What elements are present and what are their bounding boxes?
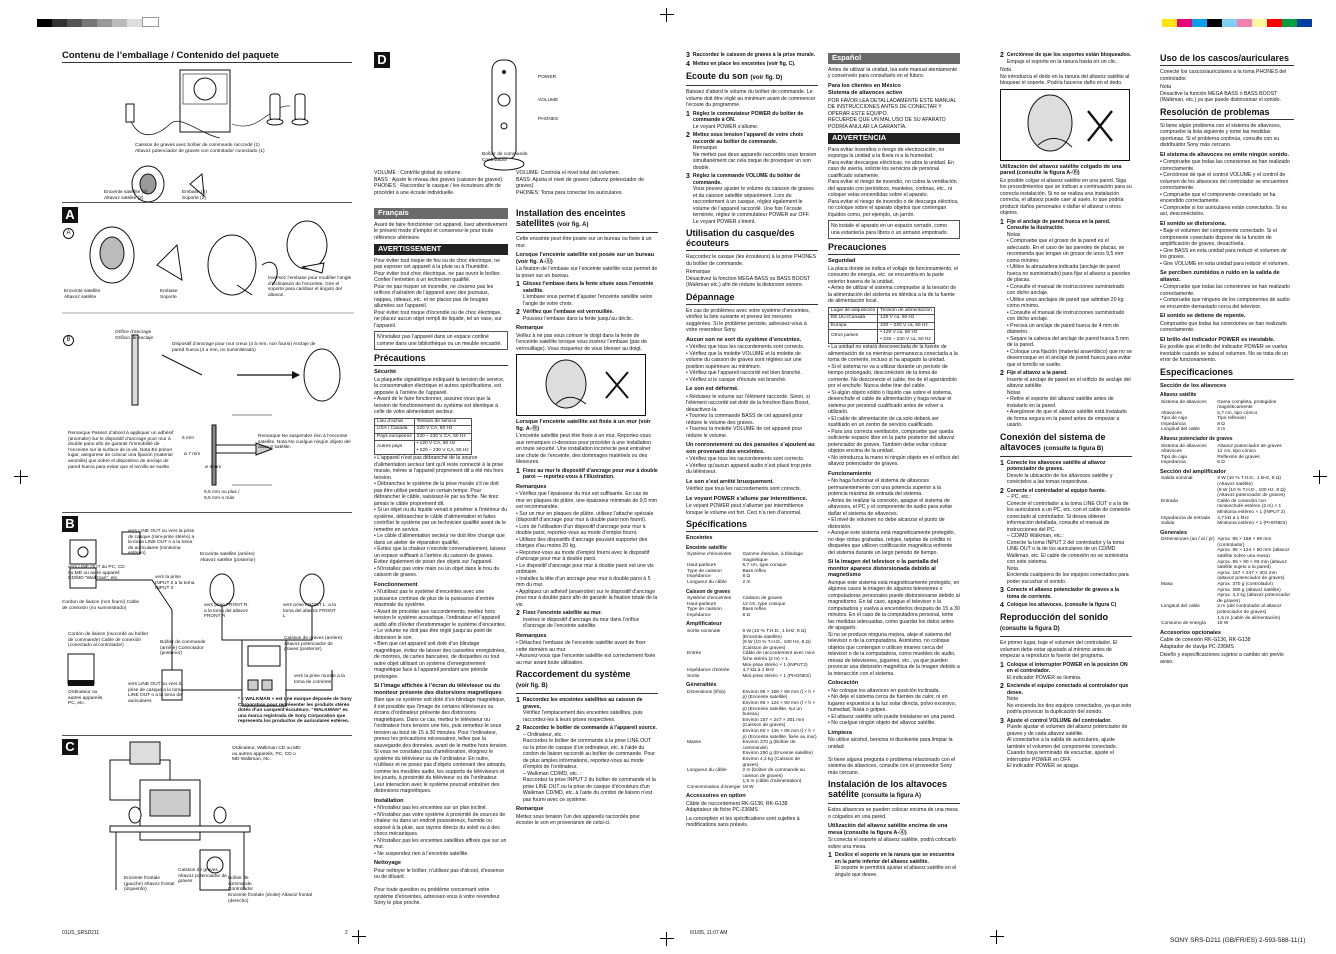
ecoute-fr-column: 3 Raccordez le caisson de graves à la prise murale. 4 Mettez en place les enceintes (voir fig. C). Ecoute du son (voir fig. D) Baissez d’abord le volume du boîtier de commande. Le volume doit être réglé au minimum avant de commencer l’écoute du programme. 1 Réglez le commutateur POWER du boîtier de commande à ON. Le voyant POWER s’allume. 2 Mettez sous tension l’appareil de votre choix raccordé au boîtier de commande. Remarque Ne mettez pas deux appareils raccordés sous tension simultanément car cela risque de provoquer un son double. 3 Réglez la commande VOLUME du boîtier de commande. Vous pouvez ajuster le volume du caisson de graves et du caisson satellite séparément. Lors du raccordement à un casque, réglez également le volume de l’appareil raccordé. Une fois l’écoute terminée, réglez le commutateur POWER sur OFF. Le voyant POWER s’éteint. Utilisation du casque/des écouteurs Raccordez le casque (les écouteurs) à la prise PHONES du boîtier de commande. Remarque Désactivez la fonction MEGA BASS ou BASS BOOST (Walkman etc.) afin de réduire la distorsion sonore. Dépannage En cas de problèmes avec votre système d’enceintes, vérifiez la liste suivante et prenez les mesures suggérées. Si le problème persiste, adressez-vous à votre revendeur Sony. Aucun son ne sort du système d’enceintes. • Vérifiez que tous les raccordements sont corrects. • Vérifiez que la molette VOLUME et la molette de volume du caisson de graves sont réglées sur une position supérieure au minimum. • Vérifiez que l’appareil raccordé est bien branché. • Vérifiez si le casque d’écoute est branché. Le son est déformé. • Réduisez le volume sur l’élément raccordé. Sinon, si l’élément raccordé est doté de la fonction Bass Boost, désactivez-la. • Tournez la commande BASS de cet appareil pour réduire le volume des graves. • Tournez la molette VOLUME de cet appareil pour réduire le volume. Un ronronnement ou des parasites s’ajoutent au son provenant des enceintes. • Vérifiez que tous les raccordements sont corrects. • Vérifiez qu’aucun appareil audio n’est placé trop près du téléviseur. Le son s’est arrêté brusquement. Vérifiez que tous les raccordements sont corrects. Le voyant POWER s’allume par intermittence. Le voyant POWER peut s’allumer par intermittence lorsque le volume est fort. Ceci n’a rien d’anormal. Spécifications Enceintes Enceinte satellite Système d’enceintes Gamme étendue, à blindage magnétique Haut-parleurs 5,7 cm, type conique Type de caisson Bass reflex Impédance 8 Ω Longueur du câble 2 m Caisson de graves Système d’enceintes Caisson de graves Haut-parleurs 12 cm, type conique Type de caisson Bass reflex Impédance 8 Ω Amplificateur Sortie nominale 9 W (10 % T.H.D., 1 kHz, 8 Ω) (Enceinte satellite) (9 W (10 % T.H.D., 100 Hz, 8 Ω) (Caisson de graves) Entrée Câble de raccordement avec mini-fiche stéréo (2 m) × 1 Mini-prise stéréo × 1 (INPUT2) Impédance d’entrée 4,7 kΩ à 1 kHz Sortie Mini-prise stéréo × 1 (PHONES) Généralités Dimensions (l/h/p) Environ 95 × 168 × 99 mm (l × h × p) (Enceinte satellite) Environ 95 × 124 × 90 mm (l × h × p) (Enceinte satellite, sur un bureau) Environ 157 × 247 × 301 mm (Caisson de graves) Environ 50 × 145 × 85 mm (l × h × p) (Enceinte satellite, fixée au mur) Masse Environ 370 g (Boîtier de commande) Environ 290 g (Enceinte satellite) Environ 4,2 kg (Caisson de graves) Longueur du câble 2 m (boîtier de commande au caisson de graves) 1,5 m (câble d’alimentation) Consommation d’énergie 18 W Accessoires en option Câble de raccordement RK-G136, RK-G138 Adaptateur de fiche PC-236MS La conception et les spécifications sont sujettes à modifications sans préavis. — [686, 52, 817, 829]
walkman-trademark-note: * « WALKMAN » est une marque déposée de Sony Corporation pour représenter les produits stéréo dotés d’un casque/d’écouteurs. “WALKMAN” es una marca registrada de Sony Corporation que representa los productos de auriculares estéreo. — [238, 697, 352, 725]
spec-value: Minitoma estéreo × 1 (PHONES) — [1217, 521, 1287, 527]
spec-value: 18 W — [742, 784, 754, 790]
registration-color-bar — [1162, 14, 1312, 22]
spec-row — [1160, 499, 1294, 516]
c-front-left-label: Enceinte frontale (gauche) Altavoz frontal (izquierdo) — [124, 876, 175, 893]
spec-value: Mini-prise stéréo × 1 (PHONES) — [742, 673, 811, 679]
spec-row — [686, 552, 818, 563]
spec-table-fr-woofer — [686, 596, 818, 618]
spec-label: Impédance d’entrée — [687, 668, 730, 674]
spec-row — [1160, 521, 1294, 527]
spec-row — [686, 768, 818, 785]
spec-label: Entrée — [687, 651, 702, 657]
spec-row — [686, 740, 818, 768]
spec-row — [1160, 582, 1294, 604]
voltage-table-fr: Lieu d’achat Tension de service USA / Canada 120 V CA, 60 Hz Pays européens 220 – 230 V CA, 50 Hz Autres pays • 120 V CA, 60 Hz • 220 – 230 V CA, 50 Hz — [374, 418, 472, 456]
spec-value: 2 m — [742, 579, 751, 585]
installation-heading: Installation — [374, 797, 404, 804]
french-column — [374, 205, 508, 925]
spec-value: Câble de raccordement avec mini-fiche stéréo (2 m) × 1 Mini-prise stéréo × 1 (INPUT2) — [742, 651, 816, 668]
figure-b-label: B — [62, 516, 78, 532]
spec-label: Haut-parleurs — [687, 563, 717, 569]
spec-table-es-amp — [1160, 476, 1294, 526]
spec-label: Tipo de caja — [1161, 454, 1187, 460]
spec-row — [1160, 400, 1294, 411]
spec-row — [686, 629, 818, 651]
spec-table-es-woofer — [1160, 444, 1294, 466]
spec-value: 4,7 kΩ a 1 kHz — [1217, 515, 1249, 521]
instalacion-heading: Instalación de los altavoces satélite (consulte la figura A) — [828, 779, 960, 804]
figure-a-label: A — [62, 207, 78, 223]
b-woofer-label: Caisson de graves (arrière) Altavoz potenciador de graves (posterior) — [284, 636, 343, 653]
b-pc-label: vers LINE OUT du PC, CD ou MD ou autre appareil CD/MD “Walkman”, etc. — [68, 565, 125, 582]
fonctionnement-heading: Fonctionnement — [374, 581, 418, 588]
fonctionnement-text: • N’utilisez pas le système d’enceintes avec une puissance continue de plus de la puissance d’entrée maximale du système. • Avant de procéder aux raccordements, mettez hors tension le système acoustique, l’ordinateur et l’appareil audio afin d’éviter d’endommager le système d’enceintes. • Le volume ne doit pas être réglé jusqu’au point de distorsion le son. • Bien que cet appareil soit doté d’un blindage magnétique, évitez de laisser des cassettes enregistrées, de montres, de cartes bancaires, de disquettes ou tout autre objet utilisant un système d’enregistrement magnétique face à l’appareil pendant une période prolongée. — [374, 589, 507, 680]
figure-c-label: C — [62, 739, 78, 755]
finger-warning-illustration-es — [1000, 89, 1130, 161]
spec-value: 18 W — [1217, 621, 1229, 627]
spec-row — [686, 674, 818, 680]
casque-heading: Utilisation du casque/des écouteurs — [686, 228, 818, 251]
spec-label: Impédance — [687, 612, 711, 618]
a-dim-5mm: 5 mm — [182, 436, 194, 441]
b-tv-label: vers LINE OUT ou vers la prise de casque (mini-prise stéréo) a la toma LINE OUT o a la toma de auriculares (minitoma estéreo) — [128, 529, 195, 557]
fr-box-note: N’installez pas l’appareil dans un espace confiné comme dans une bibliothèque ou un meuble encastré. — [374, 331, 508, 350]
footer-page: 2 — [345, 930, 348, 936]
spec-row — [686, 613, 818, 619]
spec-label: Salida — [1161, 521, 1175, 527]
spec-value: Bass reflex — [742, 607, 767, 613]
spec-row — [686, 690, 818, 740]
b-ctrl-label: Boîtier de commande (arrière) Controlador (posterior) — [160, 640, 206, 657]
spec-value: 8 Ω — [742, 574, 751, 580]
crop-mark — [660, 932, 674, 946]
pkg-caption: Caisson de graves avec boîtier de commande raccordé (1) Altavoz potenciador de graves con controlador conectado (1) — [135, 143, 265, 154]
b-pc2-label: Ordinateur ou autres appareils, PC, etc. — [68, 690, 104, 707]
d-phones-label: PHONES — [538, 117, 559, 122]
spec-label: Impedancia de entrada — [1161, 515, 1211, 521]
espanol-column-3: Uso de los cascos/auriculares Conecte los cascos/auriculares a la toma PHONES del controlador. Nota Desactive la función MEGA BASS o BASS BOOST (Walkman, etc.) ya que puede distorsionar el sonido. Resolución de problemas Si tiene algún problema con el sistema de altavoces, compruebe la lista siguiente y tome las medidas oportunas. Si el problema continúa, consulte con su distribuidor Sony más cercano. El sistema de altavoces no emite ningún sonido. • Compruebe que todas las conexiones se han realizado correctamente. • Cerciórese de que el control VOLUME y el control de volumen de los altavoces del controlador se encuentren correctamente. • Compruebe que el componente conectado se ha encendido correctamente. • Compruebe si los auriculares están conectados. Si es así, desconéctelos. El sonido se distorsiona. • Baje el volumen del componente conectado. Si el componente conectado dispone de la función de amplificación de graves, desactívela. • Gire BASS en esta unidad para reducir el volumen de los graves. • Gire VOLUME en esta unidad para reducir el volumen. Se perciben zumbidos o ruido en la salida de altavoz. • Compruebe que todas las conexiones se han realizado correctamente. • Compruebe que ninguno de los componentes de audio se encuentre demasiado cerca del televisor. El sonido se detiene de repente. Compruebe que todas las conexiones se han realizado correctamente. El brillo del indicador POWER es inestable. Es posible que el brillo del indicador POWER se vuelva inestable cuando se suba el volumen. No se trata de un error de funcionamiento. Especificaciones Sección de los altavoces Altavoz satélite Sistema de altavoces Gama completa, protegidos magnéticamente Altavoces 5,7 cm, tipo cónico Tipo de caja Tipo reflexión Impedancia 8 Ω Longitud del cable 2 m Altavoz potenciador de graves Sistema de altavoces Altavoz potenciador de graves Altavoces 12 cm, tipo cónico Tipo de caja Reflexión de graves Impedancia 8 Ω Sección del amplificador Salida nominal 9 W (10 % T.H.D., 1 kHz, 8 Ω) (Altavoz satélite) (9 W (10 % T.H.D., 100 Hz, 8 Ω) (Altavoz potenciador de graves) Entrada Cable de conexión con minienchufe estéreo (2 m) × 1 Minitoma estéreo × 1 (INPUT 2) Impedancia de entrada 4,7 kΩ a 1 kHz Salida Minitoma estéreo × 1 (PHONES) Generales Dimensiones (an / al / pr) Aprox. 95 × 168 × 99 mm (controlador) Aprox. 95 × 124 × 90 mm (altavoz satélite sobre una mesa) Aprox. 95 × 90 × 93 mm (altavoz satélite sujeto a la pared) Aprox. 157 × 247 × 301 mm (altavoz potenciador de graves) Masa Aprox. 370 g (controlador) Aprox. 290 g (altavoz satélite) Aprox. 4,2 kg (altavoz potenciador de graves) Longitud del cable 2 m (del controlador al altavoz potenciador de graves) 1,5 m (cable de alimentación) Consumo de energía 18 W Accesorios opcionales Cable de conexión RK-G136, RK-G138 Adaptador de clavija PC-236MS Diseño y especificaciones sujetos a cambio sin previo aviso. — [1160, 50, 1294, 925]
spec-table-fr-satellite — [686, 552, 818, 586]
d-power-label: POWER — [538, 75, 557, 80]
spec-label: Sortie — [687, 673, 700, 679]
b-input2-label: vers la prise INPUT 2 a la toma INPUT 2 — [155, 575, 195, 592]
spec-label: Impedancia — [1161, 421, 1186, 427]
spec-value: Environ 95 × 168 × 99 mm (l × h × p) (Enceinte satellite) Environ 95 × 124 × 90 mm (l × h × p) (Enceinte satellite, sur un bureau) Environ 157 × 247 × 301 mm (Caisson de graves) Environ 50 × 145 × 85 mm (l × h × p) (Enceinte satellite, fixée au mur) — [742, 689, 817, 740]
spec-row — [1160, 476, 1294, 498]
spec-value: 8 Ω — [1217, 421, 1225, 427]
spec-row — [686, 785, 818, 791]
spec-value: 5,7 cm, tipo cónico — [1217, 410, 1258, 416]
footer-date: 6/1/05, 11:07 AM — [690, 930, 728, 936]
b-cord-label: Cordon de liaison (non fourni) Cable de conexión (no suministrado) — [62, 600, 140, 611]
pkg-base-label: Embase (2) Soporte (2) — [182, 190, 207, 201]
fr-intro: Avant de faire fonctionner cet appareil, lisez attentivement le présent mode d’emploi et conservez-le pour toute référence ultérieure. — [374, 221, 508, 241]
a-base-label: Embase Soporte — [160, 289, 178, 300]
spec-table-es-satellite — [1160, 400, 1294, 434]
c-pc-label: Ordinateur, Walkman CD ou MD ou autres appareils, PC, CD o MD Walkman, etc. — [232, 746, 301, 763]
spec-value: 2 m (del controlador al altavoz potenciador de graves) 1,5 m (cable de alimentación) — [1217, 604, 1282, 621]
spec-value: Gama completa, protegidos magnéticamente — [1217, 399, 1277, 411]
spec-label: Consommation d’énergie — [687, 784, 741, 790]
spec-value: Environ 370 g (Boîtier de commande) Environ 290 g (Enceinte satellite) Environ 4,2 kg (Caisson de graves) — [742, 740, 813, 768]
title-underline — [62, 62, 352, 63]
spec-row — [1160, 621, 1294, 627]
a-invert-note: Inversez l’embase pour modifier l’angle d’inclinaison de l’enceinte. Gire el soporte para cambiar el ángulo del altavoz. — [268, 276, 352, 298]
reproduccion-heading: Reproducción del sonido (consulte la figura D) — [1000, 612, 1132, 637]
spec-table-fr-amp — [686, 629, 818, 679]
installation-text: • N’installez pas les enceintes sur un plan incliné. • N’installez pas votre système à proximité de sources de chaleur ou dans un endroit poussiéreux, humide ou exposé à la pluie, aux rayons directs du soleil ou à des chocs mécaniques. • N’installez pas les enceintes satellites affixés que sur un mur. • Ne suspendez rien à l’enceinte satellite. — [374, 805, 507, 857]
spec-table-fr-general — [686, 690, 818, 791]
espanol-banner: Español — [828, 53, 960, 64]
b-sat-rear-label: Enceinte satellite (arrière) Altavoz satélite (posterior) — [200, 552, 256, 563]
spec-label: Dimensions (l/h/p) — [687, 689, 726, 695]
spec-value: 2 m — [1217, 427, 1226, 433]
d-volume-label: VOLUME — [538, 98, 559, 103]
especificaciones-heading: Especificaciones — [1160, 367, 1294, 380]
spec-row — [686, 651, 818, 668]
precauciones-heading: Precauciones — [828, 242, 960, 255]
spec-value: Reflexión de graves — [1217, 454, 1260, 460]
spec-value: Caisson de graves — [742, 596, 783, 602]
spec-label: Type de caisson — [687, 568, 722, 574]
precautions-heading: Précautions — [374, 353, 508, 366]
registration-gray-bar — [37, 14, 159, 22]
resolucion-heading: Resolución de problemas — [1160, 107, 1294, 120]
spec-label: Sistema de altavoces — [1161, 443, 1207, 449]
spec-label: Altavoces — [1161, 410, 1182, 416]
spec-value: Cable de conexión con minienchufe estéreo (2 m) × 1 Minitoma estéreo × 1 (INPUT 2) — [1217, 498, 1286, 515]
image-tv-text: Bien que ce système soit doté d’un blindage magnétique, il est possible que l’image de certains téléviseurs ou écrans d’ordinateur présente des distorsions magnétiques. Dans ce cas, mettez le téléviseur ou l’ordinateur hors tension une fois, puis remettez-le sous tension au bout de 15 à 30 minutes. Pour l’ordinateur, prenez les précautions nécessaires, telles que la sauvegarde des données, avant de le mettre hors tension. Si vous ne constatez pas d’amélioration, éloignez le système du téléviseur ou de l’ordinateur. En outre, n’utilisez et ne posez pas d’objets contenant des aimants, comme les meubles audio, les supports de téléviseurs et les jouets, à proximité du téléviseur ou de l’ordinateur. Leur interaction avec le système pourrait entraîner des distorsions magnétiques. — [374, 697, 508, 794]
spec-row — [1160, 537, 1294, 582]
spec-row — [686, 580, 818, 586]
spec-value: 5,7 cm, type conique — [742, 563, 787, 569]
pkg-satellite-label: Enceinte satellite (2) Altavoz satélite (2) — [104, 190, 148, 201]
spec-label: Salida nominal — [1161, 476, 1193, 482]
spec-value: Tipo reflexión — [1217, 416, 1246, 422]
image-tv-heading: Si l’image affichée à l’écran du téléviseur ou du moniteur présente des distorsions magnétiques — [374, 683, 502, 696]
espanol-column-1: Español Antes de utilizar la unidad, lea este manual atentamente y consérvelo para consultarlo en el futuro. Para los clientes en México Sistema de altavoces activo POR FAVOR LEA DETALLADAMENTE ESTE MANUAL DE INSTRUCCIONES ANTES DE CONECTAR Y OPERAR ESTE EQUIPO. RECUERDE QUE UN MAL USO DE SU APARATO PODRÍA ANULAR LA GARANTÍA. ADVERTENCIA Para evitar incendios o riesgo de electrocución, no exponga la unidad a la lluvia ni a la humedad. Para evitar descargas eléctricas, no abra la unidad. En caso de avería, solicite los servicios de personal cualificado solamente. Para evitar el riesgo de incendio, no cubra la ventilación del aparato con periódicos, manteles, cortinas, etc., ni coloque velas encendidas sobre el aparato. Para evitar el riesgo de incendio o de descarga eléctrica, no coloque sobre el aparato objetos que contengan líquidos como, por ejemplo, un jarrón. No instale el aparato en un espacio cerrado, como una estantería para libros o un armario empotrado. Precauciones Seguridad La placa donde se indica el voltaje de funcionamiento, el consumo de energía, etc. se encuentra en la parte exterior trasera de la unidad. • Antes de utilizar el sistema compruebe si la tensión de la alimentación del sistema es idéntica a la de la fuente de alimentación local. Lugar de adquisición Tensión de alimentación EE.UU./Canadá 120 V ca, 60 Hz Europa 220 – 230 V ca, 50 Hz Otros países • 120 V ca, 60 Hz • 220 – 230 V ca, 50 Hz • La unidad no estará desconectada de la fuente de alimentación de ca mientras permanezca conectada a la toma de corriente, incluso si ha apagado la unidad. • Si el sistema no va a utilizar durante un periodo de tiempo prolongado, desconéctelo de la toma de corriente. No desconecte el cable, tire de él agarrándolo por el enchufe. Nunca debe tirar del cable. • Si algún objeto sólido o líquido cae sobre el sistema, desenchufe el cable de alimentación y haga revisar el sistema por personal cualificado antes de volver a utilizarlo. • El cable de alimentación de ca solo deberá ser sustituido en un centro de servicio cualificado. • Para una correcta ventilación, compruebe que queda suficiente espacio libre en la parte posterior del altavoz potenciador de graves. También debe evitar colocar objetos encima de la unidad. • No introduzca la mano ni ningún objeto en el orificio del altavoz potenciador de graves. Funcionamiento • No haga funcionar el sistema de altavoces permanentemente con una potencia superior a la potencia máxima de entrada del sistema. • Antes de realizar la conexión, apague el sistema de altavoces, el PC y el componente de audio para evitar dañar el sistema de altavoces. • El nivel de volumen no debe alcanzar el punto de distorsión. • Aunque este sistema está magnéticamente protegido, no deje cintas grabadas, relojes, tarjetas de crédito ni disquetes que utilicen codificación magnética enfrente del sistema durante un largo periodo de tiempo. Si la imagen del televisor o la pantalla del monitor aparece distorsionada debido al magnetismo Aunque este sistema está magnéticamente protegido, en algunos casos la imagen de algunos televisores o computadoras personales puede distorsionarse debido al magnetismo. En tal caso, apague el televisor o la computadora y vuelva a encenderlos después de 15 a 30 minutos. En el caso de la computadora personal, tome las medidas adecuadas, como guardar los datos antes de apagarlo. Si no se produce ninguna mejora, aleje el sistema del televisor o de la computadora. Asimismo, no coloque objetos que contengan o utilicen imanes cerca del televisor o de la computadora, como muebles de audio, mesas de televisores, juguetes, etc., ya que pueden provocar una distorsión magnética de la imagen debido a la interacción con el sistema. Colocación • No coloque los altavoces en posición inclinada. • No deje el sistema cerca de fuentes de calor, ni en lugares expuestos a la luz solar directa, polvo excesivo, humedad, lluvia o golpes. • El altavoz satélite sólo puede instalarse en una pared. • No cuelgue ningún objeto del altavoz satélite. Limpieza No utilice alcohol, bencina ni disolvente para limpiar la unidad. Si tiene alguna pregunta o problema relacionado con el sistema de altavoces, consulte con el proveedor Sony más cercano. Instalación de los altavoces satélite (consulte la figura A) Estos altavoces se pueden colocar encima de una mesa o colgados en una pared. Utilización del altavoz satélite encima de una mesa (consulte la figura A-Ⓐ) Si conecta el soporte al altavoz satélite, podrá colocarlo sobre una mesa. 1 Deslice el soporte en la ranura que se encuentra en la parte inferior del altavoz satélite. El soporte le permitirá ajustar el altavoz satélite en el ángulo que desee. — [828, 53, 960, 878]
b-front-l-label: vers prise FRONT L. a la toma del altavoz FRONT L — [283, 603, 336, 620]
spec-label: Consumo de energía — [1161, 621, 1206, 627]
spec-row — [1160, 460, 1294, 466]
spec-label: Dimensiones (an / al / pr) — [1161, 537, 1215, 543]
a-dim-7mm: ø 7 mm — [184, 452, 201, 457]
specifications-heading: Spécifications — [686, 519, 818, 532]
securite-text-2: • L’appareil n’est pas débranché de la source d’alimentation secteur tant qu’il reste connecté à la prise murale, même si l’appareil proprement dit a été mis hors tension. • Débranchez le système de la prise murale s’il ne doit pas être utilisé pendant un certain temps. Pour débrancher le câble, saisissez-le par sa fiche. Ne tirez jamais le câble proprement dit. • Si un objet ou du liquide venait à pénétrer à l’intérieur du système, débranchez le câble d’alimentation et faites contrôler le système par un technicien qualifié avant de le remettre en service. • Le câble d’alimentation secteur ne doit être changé que dans un atelier de réparation qualifié. • Évitez que la chaleur n’excède convenablement, laissez un espace suffisant à l’arrière du caisson de graves. Évitez également de poser des objets sur l’appareil. • N’installez pas votre main ou un objet dans le trou du caisson de graves. — [374, 455, 508, 578]
cascos-heading: Uso de los cascos/auriculares — [1160, 53, 1294, 66]
crop-mark — [990, 930, 1004, 944]
spec-label: Système d’enceintes — [687, 596, 732, 602]
spec-value: 8 Ω — [742, 612, 751, 618]
spec-label: Longitud del cable — [1161, 427, 1200, 433]
crop-mark — [1313, 470, 1327, 484]
conexion-heading: Conexión del sistema de altavoces (consulte la figura B) — [1000, 432, 1132, 457]
avertissement-text: Pour éviter tout risque de feu ou de choc électrique, ne pas exposer cet appareil à la pluie ou à l’humidité. Pour éviter tout choc électrique, ne pas ouvrir le boîtier. Confier l’entretien à un technicien qualifié. Pour ne pas risquer un incendie, ne couvrez pas les orifices d’aération de l’appareil avec des journaux, nappes, rideaux, etc. et ne placez pas de bougies allumées sur l’appareil. Pour éviter tout risque d’incendie ou de choc électrique, ne placez aucun objet rempli de liquide, tel un vase, sur l’appareil. — [374, 257, 502, 329]
d-controller-caption: Boîtier de commande Controlador — [482, 152, 528, 163]
spec-value: 12 cm, type conique — [742, 601, 786, 607]
spec-label: Longueur du câble — [687, 579, 727, 585]
figure-d-label: D — [374, 52, 390, 68]
spec-label: Altavoces — [1161, 449, 1182, 455]
c-front-right-label: Enceinte frontale (droite) Altavoz frontal (derecho) — [228, 893, 312, 904]
spec-label: Sistema de altavoces — [1161, 399, 1207, 405]
crop-mark — [352, 930, 366, 944]
nettoyage-heading: Nettoyage — [374, 860, 402, 866]
spec-value: 9 W (10 % T.H.D., 1 kHz, 8 Ω) (Altavoz satélite) (9 W (10 % T.H.D., 100 Hz, 8 Ω) (Altavoz potenciador de graves) — [1217, 476, 1286, 499]
divider — [62, 202, 352, 203]
a-remark: Remarque Passez d’abord à appliquer un adhésif (anomalie) sur le dispositif d’ancrage pour mur à double paroi afin de garantir l’immobilité de l’enceinte sur la surface de la vis. Nota En primer lugar, asegúrese de colocar una fijación (material anomilis) que sobre el dispositivo de anclaje de pared hueca para evitar que el tornillo se suelte. — [68, 431, 174, 470]
spec-value: Aprox. 370 g (controlador) Aprox. 290 g (altavoz satélite) Aprox. 4,2 kg (altavoz potenciador de graves) — [1217, 582, 1291, 604]
spec-label: Impédance — [687, 574, 711, 580]
spec-label: Longitud del cable — [1161, 604, 1200, 610]
spec-label: Sortie nominale — [687, 628, 721, 634]
a-dim-95mm: 9,5 mm ou plus / 9,5 mm o más — [204, 490, 240, 501]
spec-value: Aprox. 95 × 168 × 99 mm (controlador) Aprox. 95 × 124 × 90 mm (altavoz satélite sobre una mesa) Aprox. 95 × 90 × 93 mm (altavoz satélite sujeto a la pared) Aprox. 157 × 247 × 301 mm (altavoz potenciador de graves) — [1217, 537, 1290, 582]
spec-label: Entrada — [1161, 498, 1178, 504]
spec-value: 9 W (10 % T.H.D., 1 kHz, 8 Ω) (Enceinte satellite) (9 W (10 % T.H.D., 100 Hz, 8 Ω) (Caisson de graves) — [742, 628, 811, 651]
spec-row — [1160, 604, 1294, 621]
contents-title: Contenu de l’emballage / Contenido del paquete — [62, 50, 279, 61]
d-desc-es: VOLUME: Controla el nivel total del volumen. BASS: Ajusta el nivel de graves (altavoz potenciador de graves). PHONES: Toma para conectar los auriculares. — [516, 170, 645, 196]
spec-label: Haut-parleurs — [687, 601, 717, 607]
spec-value: 4,7 kΩ à 1 kHz — [742, 668, 775, 674]
avertissement-banner: AVERTISSEMENT — [374, 244, 508, 255]
spec-value: Gamme étendue, à blindage magnétique — [742, 552, 803, 563]
spec-label: Masse — [687, 740, 702, 746]
subfigure-b-marker: B — [63, 335, 74, 346]
a-anchor-hole-label: Orifice d’ancrage Orificio de anclaje — [115, 330, 154, 341]
finger-warning-illustration — [516, 354, 646, 416]
a-remark-2: Remarque Ne suspendez rien à l’enceinte satellite. Nota No cuelgue ningún objeto del altavoz satélite. — [258, 434, 351, 451]
divider — [62, 512, 352, 513]
spec-value: Altavoz potenciador de graves — [1217, 443, 1282, 449]
spec-label: Masa — [1161, 582, 1173, 588]
ecoute-heading: Ecoute du son (voir fig. D) — [686, 71, 818, 86]
package-illustration — [120, 64, 350, 214]
subfigure-a-marker: A — [63, 228, 74, 239]
spec-value: 12 cm, tipo cónico — [1217, 449, 1256, 455]
b-lineout-label: vers LINE OUT ou vers la prise de casque a la toma LINE OUT o a la toma de auriculares — [128, 682, 183, 704]
spec-row — [1160, 427, 1294, 433]
depannage-heading: Dépannage — [686, 292, 818, 305]
footer-model: SONY SRS-D211 (GB/FR/ES) 2-593-588-11(1) — [1170, 937, 1306, 944]
c-woofer-label: Caisson de graves Altavoz potenciador de graves — [178, 868, 227, 885]
spec-value: 2 m (boîtier de commande au caisson de graves) 1,5 m (câble d’alimentation) — [742, 768, 806, 785]
divider — [62, 735, 352, 736]
securite-heading: Sécurité — [374, 369, 397, 375]
install-heading: Installation des enceintes satellites (voir fig. A) — [516, 208, 658, 233]
footer-file: 01US_SRSD211 — [62, 930, 100, 936]
spec-table-es-general — [1160, 537, 1294, 627]
b-front-r-label: vers prise FRONT R. a la toma del altavoz FRONT R — [204, 603, 249, 620]
spec-label: Type de caisson — [687, 607, 722, 613]
b-mains-label: vers la prise murale a la toma de corriente — [294, 674, 345, 685]
securite-text: La plaquette signalétique indiquant la tension de service, la consommation électrique et autres spécifications, est apposée à l’arrière de l’appareil. • Avant de le faire fonctionner, assurez-vous que la tension de fonctionnement du système est identique à celle de votre alimentation secteur. — [374, 376, 505, 415]
spec-label: Système d’enceintes — [687, 552, 732, 557]
a-satellite-label: Enceinte satellite Altavoz satélite — [64, 289, 101, 300]
francais-banner: Français — [374, 208, 508, 219]
crop-mark — [14, 470, 28, 484]
spec-label: Tipo de caja — [1161, 416, 1187, 422]
d-desc-fr: VOLUME : Contrôle global du volume. BASS : Ajuste le niveau des graves (caisson de graves). PHONES : Raccordez le casque / les écouteurs afin de procéder à une écoute individuelle. — [374, 170, 504, 196]
a-screw-label: Dispositif d’ancrage pour mur creux (4 à mm, non fourni) Anclaje de pared hueca (4 a mm, no suministrado) — [172, 342, 316, 353]
install-fr-column: Installation des enceintes satellites (voir fig. A) Cette enceinte peut être posée sur un bureau ou fixée à un mur. Lorsque l’enceinte satellite est posée sur un bureau (voir fig. A-Ⓐ) La fixation de l’embase sur l’enceinte satellite vous permet de la poser sur un bureau. 1 Glissez l’embase dans la fente située sous l’enceinte satellite. L’embase vous permet d’ajuster l’enceinte satellite selon l’angle de votre choix. 2 Vérifiez que l’embase est verrouillée. Poussez l’embase dans la fente jusqu’au déclic. Remarque Veillez à ne pas vous coincer le doigt dans la fente de l’enceinte satellite lorsque vous insérez l’embase (pas de verrouillage). Vous risqueriez de vous blesser au doigt. Lorsque l’enceinte satellite est fixée à un mur (voir fig. A-Ⓑ) L’enceinte satellite peut être fixée à un mur. Reportez-vous aux remarques ci-dessous pour procéder à une installation en toute sécurité. Une installation incorrecte peut entraîner une chute de l’enceinte, des dommages matériels ou des blessures. 1 Fixez au mur le dispositif d’ancrage pour mur à double paroi — reportez-vous à l’illustration. Remarques • Vérifiez que l’épaisseur du mur est suffisante. En cas de mur en plaques de plâtre, une épaisseur minimale de 9,5 mm est recommandée. • Sur un mur en plaques de plâtre, utilisez l’attache spéciale (dispositif d’ancrage pour mur à double paroi non fourni). • Lors de l’utilisation d’un dispositif d’ancrage pour mur à double paroi, reportez-vous au mode d’emploi fourni. • Utilisez des dispositifs d’ancrage pouvant supporter des charges d’au moins 20 kg. • Reportez-vous au mode d’emploi fourni avec le dispositif d’ancrage pour mur à double paroi. • Le dispositif d’ancrage pour mur à double paroi est une vis ordinaire. • Installez la tête d’un ancrage pour mur à double paroi à 5 mm du mur. • Appliquez un adhésif (anaérobie) sur le dispositif d’ancrage pour mur à double paroi afin de garantir la fixation totale de la vis. 2 Fixez l’enceinte satellite au mur. Insérez le dispositif d’ancrage du mur dans l’orifice d’ancrage de l’enceinte satellite. Remarques • Détachez l’embase de l’enceinte satellite avant de fixer cette dernière au mur. • Assurez-vous que l’enceinte satellite est correctement fixée au mur avant toute utilisation. Raccordement du système (voir fig. B) 1 Raccordez les enceintes satellites au caisson de graves. Vérifiez l’emplacement des enceintes satellites, puis raccordez-les à leurs prises respectives. 2 Raccordez le boîtier de commande à l’appareil source. – Ordinateur, etc. : Raccordez le boîtier de commande à la prise LINE OUT ou la prise de casque d’un ordinateur, etc. à l’aide du cordon de liaison raccordé au boîtier de commande. Pour de plus amples informations, reportez-vous au mode d’emploi de l’ordinateur. – Walkman CD/MD, etc. : Raccordez la prise INPUT 2 du boîtier de commande et la prise LINE OUT ou la prise de casque d’écouteurs d’un Walkman CD/MD, etc. à l’aide du cordon de liaison n’est pas fourni avec ce système. Remarque Mettez sous tension l’un des appareils raccordés pour écouter le son en provenance de celui-ci. — [516, 208, 658, 826]
c-ctrl-label: Boîtier de commande Controlador — [228, 876, 254, 893]
spec-value: 8 Ω — [1217, 460, 1225, 466]
voltage-table-es: Lugar de adquisición Tensión de alimentación EE.UU./Canadá 120 V ca, 60 Hz Europa 220 – 230 V ca, 50 Hz Otros países • 120 V ca, 60 Hz • 220 – 230 V ca, 50 Hz — [828, 307, 935, 345]
espanol-column-2: 2 Cerciórese de que los soportes están bloqueados. Empuje el soporte en la ranura hasta oír un clic. Nota No introduzca el dedo en la ranura del altavoz satélite al bloquear el soporte. Podría hacerse daño en el dedo. Utilización del altavoz satélite colgado de una pared (consulte la figura A-Ⓑ) Es posible colgar el altavoz satélite en una pared. Siga los procedimientos que se indican a continuación para su correcta instalación. Si no se realiza una instalación correcta, el altavoz puede caer al suelo, lo que podría producir daños personales o dañar el altavoz u otros objetos. 1 Fije el anclaje de pared hueca en la pared. Consulte la ilustración. Notas • Compruebe que el grosor de la pared es el adecuado. En el caso de las paredes de placas, se recomienda que tengan un grosor de unos 9,5 mm como mínimo. • Utilice la abrazadera indicada (anclaje de pared hueca no suministrado) para fijar el altavoz a paredes de placas. • Consulte el manual de instrucciones suministrado con dicho anclaje. • Utilice unos anclajes de pared que admitan 20 kg como mínimo. • Consulte el manual de instrucciones suministrado con dicho anclaje. • Precisa un anclaje de pared hueca de 4 mm de diámetro. • Separe la cabeza del anclaje de pared hueca 5 mm de la pared. • Coloque una fijación (material anaeróbico) que no se desenrosque en el anclaje de pared hueca para evitar que el tornillo se suelte. 2 Fije el altavoz a la pared. Inserte el anclaje de pared en el orificio de anclaje del altavoz satélite. Notas • Retire el soporte del altavoz satélite antes de instalarlo en la pared. • Asegúrese de que el altavoz satélite está instalado de forma segura en la pared antes de empezar a usarlo. Conexión del sistema de altavoces (consulte la figura B) 1 Conecte los altavoces satélite al altavoz potenciador de graves. Desvíe la ubicación de los altavoces satélite y conéctelos a las tomas respectivas. 2 Conecte el controlador al equipo fuente. – PC, etc.: Conecte el controlador a la toma LINE OUT o a la de los auriculares a un PC, etc. con el cable de conexión conectado al controlador. Si desea obtener información detallada, consulte el manual de instrucciones del PC. – CD/MD Walkman, etc.: Conecte la toma INPUT 2 del controlador y la toma LINE OUT o la de los auriculares de un CD/MD Walkman, etc. El cable de conexión no se suministra con este sistema. Nota Encienda cualquiera de los equipos conectados para poder escuchar el sonido. 3 Conecte el altavoz potenciador de graves a la toma de corriente. 4 Coloque los altavoces. (consulte la figura C) Reproducción del sonido (consulte la figura D) En primer lugar, baje el volumen del controlador. El volumen debe estar ajustado al mínimo antes de empezar a reproducir la fuente del programa. 1 Coloque el interruptor POWER en la posición ON en el controlador. El indicador POWER se ilumina. 2 Encienda el equipo conectado al controlador que desee. Nota No encienda los dos equipos conectados, ya que esto podría provocar la duplicación del sonido. 3 Ajuste el control VOLUME del controlador. Puede ajustar el volumen del altavoz potenciador de graves y de cada altavoz satélite. Al conectarlos a la salida de auriculares, ajuste también el volumen del componente conectado. Cuando haya terminado de escuchar, ajuste el interruptor POWER en OFF. El indicador POWER se apaga. — [1000, 52, 1132, 769]
nettoyage-text: Pour nettoyer le boîtier, n’utilisez pas d’alcool, d’essence ou de diluant. Pour toute question ou problème concernant votre système d’enceintes, adressez-vous à votre revendeur Sony le plus proche. — [374, 867, 505, 906]
crop-mark — [660, 8, 674, 22]
a-dim-4mm: ø 4 mm — [205, 465, 222, 470]
es-box-note: No instale el aparato en un espacio cerrado, como una estantería para libros o un armario empotrado. — [828, 220, 960, 239]
raccordement-heading: Raccordement du système (voir fig. B) — [516, 669, 658, 694]
spec-label: Impedancia — [1161, 460, 1186, 466]
spec-label: Longueur du câble — [687, 768, 727, 774]
spec-value: Bass reflex — [742, 568, 767, 574]
b-ctrl-cord-label: Cordon de liaison (raccordé au boîtier de commande) Cable de conexión (conectado al controlador) — [68, 632, 149, 649]
advertencia-banner: ADVERTENCIA — [828, 133, 960, 144]
